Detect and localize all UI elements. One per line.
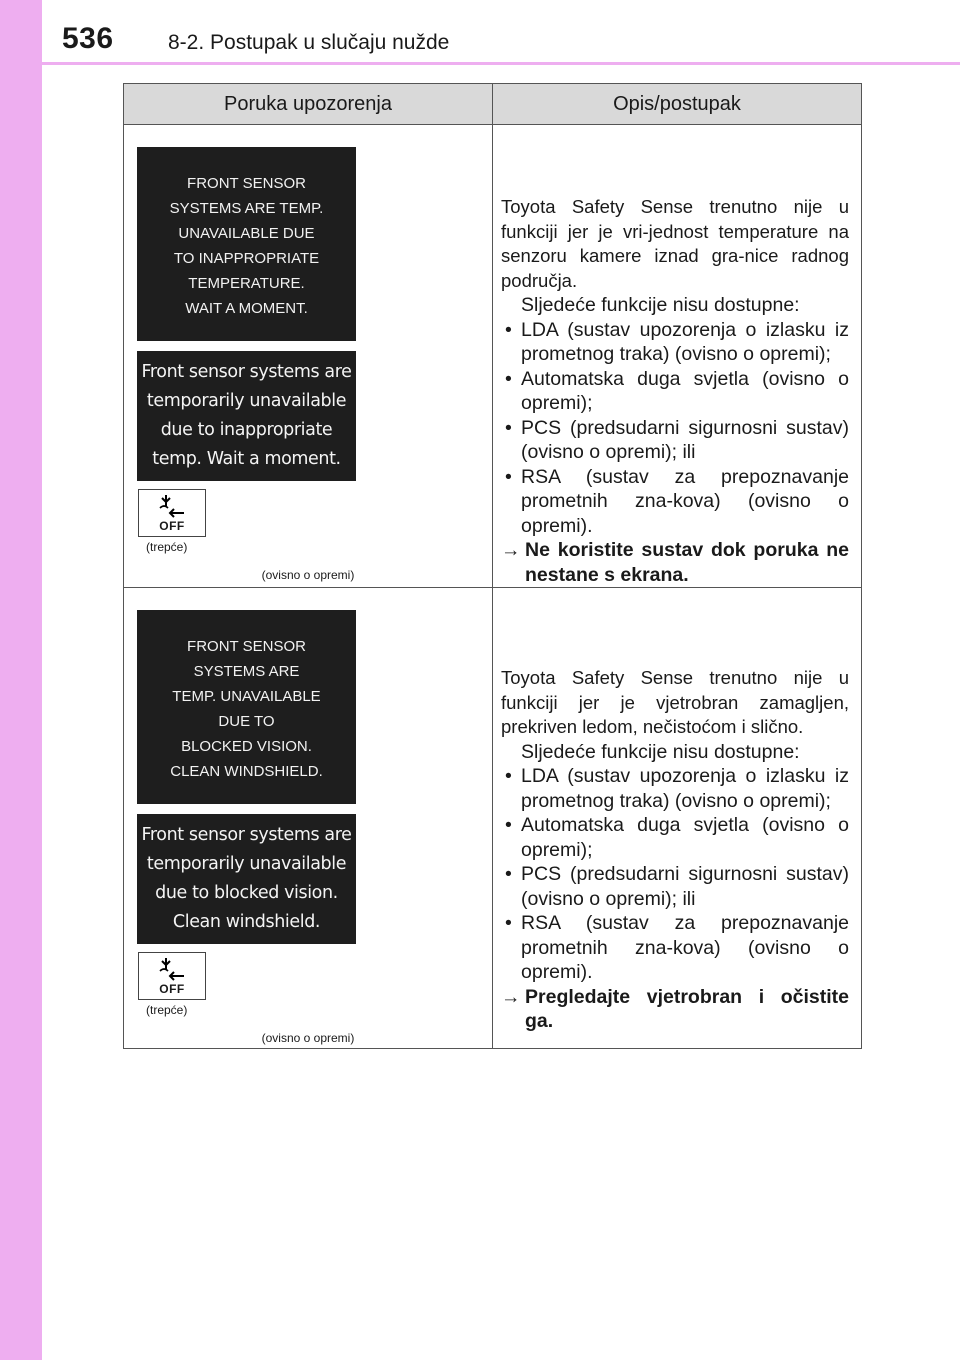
display-message-box bbox=[137, 147, 356, 341]
display-line: DUE TO bbox=[218, 713, 275, 730]
display-line: due to inappropriate bbox=[160, 420, 333, 440]
table-row bbox=[124, 125, 862, 588]
unavailable-lead: Sljedeće funkcije nisu dostupne: bbox=[521, 740, 800, 763]
side-color-band bbox=[0, 0, 42, 1360]
display-message-box-alt bbox=[137, 351, 356, 481]
list-item: • RSA (sustav za prepoznavanje prometnih zna-kova) (ovisno o opremi). bbox=[501, 911, 849, 985]
action-text: Pregledajte vjetrobran i očistite ga. bbox=[525, 985, 849, 1032]
display-line: temporarily unavailable bbox=[146, 854, 347, 874]
section-title: 8-2. Postupak u slučaju nužde bbox=[168, 31, 450, 54]
display-line: FRONT SENSOR bbox=[187, 175, 306, 192]
display-message-box bbox=[137, 610, 356, 804]
action-text: Ne koristite sustav dok poruka ne nestane s ekrana. bbox=[525, 539, 849, 586]
display-message-box-alt bbox=[137, 814, 356, 944]
table-header-row bbox=[124, 84, 862, 125]
column-header-description: Opis/postupak bbox=[493, 84, 862, 125]
list-item: • RSA (sustav za prepoznavanje prometnih zna-kova) (ovisno o opremi). bbox=[501, 465, 849, 539]
display-line: Front sensor systems are bbox=[141, 825, 352, 845]
indicator-off-text: OFF bbox=[159, 519, 185, 533]
pcs-off-indicator bbox=[138, 489, 206, 537]
description-intro: Toyota Safety Sense trenutno nije u funkciji jer je vri-jednost temperature na senzoru kamere iznad gra-nice radnog područja. bbox=[501, 196, 849, 291]
column-header-message: Poruka upozorenja bbox=[124, 84, 493, 125]
description-cell bbox=[493, 588, 862, 1049]
description-intro: Toyota Safety Sense trenutno nije u funkciji jer je vjetrobran zamagljen, prekriven ledom, nečistoćom i slično. bbox=[501, 667, 849, 737]
unavailable-list bbox=[501, 318, 849, 539]
list-item: • LDA (sustav upozorenja o izlasku iz prometnog traka) (ovisno o opremi); bbox=[501, 318, 849, 367]
display-line: SYSTEMS ARE TEMP. bbox=[169, 200, 324, 217]
list-item: • PCS (predsudarni sigurnosni sustav) (ovisno o opremi); ili bbox=[501, 862, 849, 911]
unavailable-list bbox=[501, 764, 849, 985]
action-instruction bbox=[501, 985, 849, 1034]
description-block bbox=[493, 125, 861, 587]
display-line: TO INAPPROPRIATE bbox=[173, 250, 320, 267]
display-line: SYSTEMS ARE bbox=[193, 663, 300, 680]
warning-message-cell bbox=[124, 588, 493, 1049]
display-line: Clean windshield. bbox=[172, 912, 321, 932]
pre-collision-off-icon bbox=[156, 494, 190, 518]
list-item: • LDA (sustav upozorenja o izlasku iz prometnog traka) (ovisno o opremi); bbox=[501, 764, 849, 813]
list-item: • Automatska duga svjetla (ovisno o opremi); bbox=[501, 367, 849, 416]
pcs-off-indicator bbox=[138, 952, 206, 1000]
indicator-off-text: OFF bbox=[159, 982, 185, 996]
display-line: UNAVAILABLE DUE bbox=[178, 225, 315, 242]
pre-collision-off-icon bbox=[156, 957, 190, 981]
display-line: TEMP. UNAVAILABLE bbox=[172, 688, 321, 705]
display-line: temp. Wait a moment. bbox=[152, 449, 341, 469]
warning-table bbox=[123, 83, 862, 1049]
equipment-note: (ovisno o opremi) bbox=[261, 568, 355, 582]
display-line: WAIT A MOMENT. bbox=[185, 300, 308, 317]
display-line: FRONT SENSOR bbox=[187, 638, 306, 655]
header-rule bbox=[42, 62, 960, 65]
arrow-icon: → bbox=[501, 539, 521, 561]
display-line: TEMPERATURE. bbox=[188, 275, 305, 292]
display-line: CLEAN WINDSHIELD. bbox=[170, 763, 323, 780]
display-line: BLOCKED VISION. bbox=[181, 738, 312, 755]
warning-message-cell bbox=[124, 125, 493, 588]
display-line: Front sensor systems are bbox=[141, 362, 352, 382]
flash-label: (trepće) bbox=[146, 540, 188, 554]
description-cell bbox=[493, 125, 862, 588]
unavailable-lead: Sljedeće funkcije nisu dostupne: bbox=[521, 294, 800, 316]
table-row bbox=[124, 588, 862, 1049]
page-number: 536 bbox=[62, 22, 114, 55]
flash-label: (trepće) bbox=[146, 1003, 188, 1017]
display-line: temporarily unavailable bbox=[146, 391, 347, 411]
arrow-icon: → bbox=[501, 985, 521, 1008]
list-item: • Automatska duga svjetla (ovisno o opremi); bbox=[501, 813, 849, 862]
equipment-note: (ovisno o opremi) bbox=[261, 1031, 355, 1045]
list-item: • PCS (predsudarni sigurnosni sustav) (ovisno o opremi); ili bbox=[501, 416, 849, 465]
display-line: due to blocked vision. bbox=[155, 883, 338, 903]
description-block bbox=[493, 588, 861, 1034]
action-instruction bbox=[501, 538, 849, 587]
